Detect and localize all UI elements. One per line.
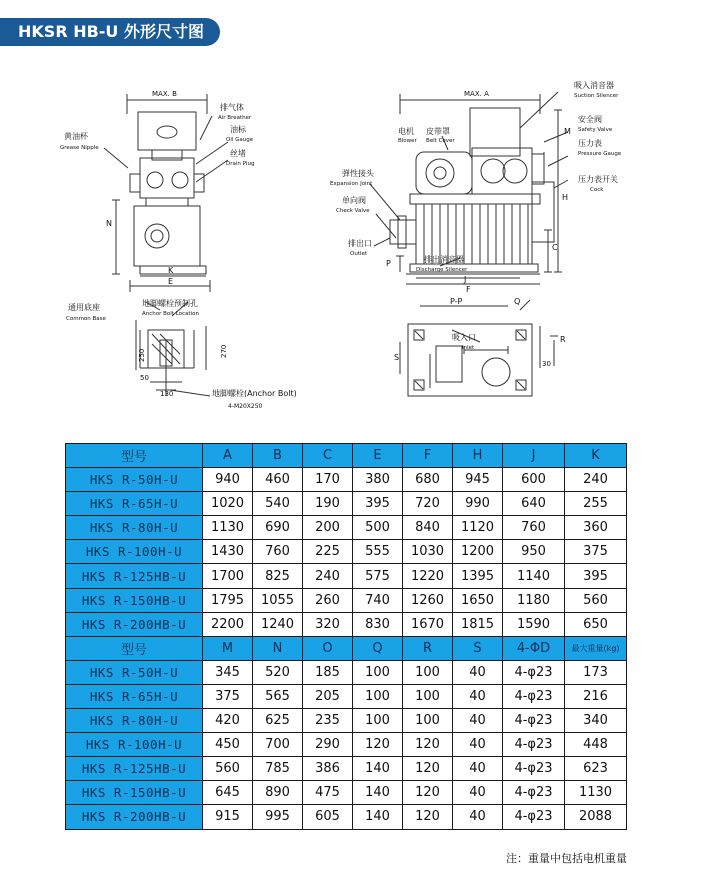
left-blower-body	[140, 158, 194, 198]
label-cock-cn: 压力表开关	[578, 175, 618, 184]
right-suction-silencer	[470, 108, 520, 156]
table-row	[66, 564, 627, 588]
value-cell: 240	[303, 564, 353, 588]
value-cell: 1260	[403, 588, 453, 612]
value-cell: 260	[303, 588, 353, 612]
value-cell: 100	[353, 709, 403, 733]
value-cell: 140	[353, 805, 403, 829]
value-cell: 605	[303, 805, 353, 829]
table-row	[66, 781, 627, 805]
value-cell: 1220	[403, 564, 453, 588]
table-row	[66, 757, 627, 781]
value-cell: 140	[353, 781, 403, 805]
value-cell: 1700	[203, 564, 253, 588]
value-cell: 1120	[453, 516, 503, 540]
label-30: 30	[542, 360, 551, 368]
label-exhaust-en: Air Breather	[218, 115, 252, 121]
label-safety-en: Safety Valve	[578, 127, 613, 133]
value-cell: 225	[303, 540, 353, 564]
value-cell: 1795	[203, 588, 253, 612]
model-cell: HKS R-125HB-U	[66, 564, 203, 588]
header-cell: F	[403, 444, 453, 468]
page-title: HKSR HB-U 外形尺寸图	[18, 22, 204, 41]
value-cell: 4-φ23	[503, 684, 565, 708]
header-model: 型号	[66, 444, 203, 468]
value-cell: 1020	[203, 492, 253, 516]
value-cell: 40	[453, 805, 503, 829]
model-cell: HKS R-100H-U	[66, 540, 203, 564]
model-cell: HKS R-200HB-U	[66, 805, 203, 829]
footnote: 注：重量中包括电机重量	[506, 852, 627, 865]
spec-table	[65, 443, 627, 830]
value-cell: 173	[565, 660, 627, 684]
value-cell: 645	[203, 781, 253, 805]
value-cell: 386	[303, 757, 353, 781]
value-cell: 475	[303, 781, 353, 805]
label-gauge-en: Pressure Gauge	[578, 151, 622, 157]
value-cell: 420	[203, 709, 253, 733]
value-cell: 240	[565, 468, 627, 492]
value-cell: 1395	[453, 564, 503, 588]
label-m: M	[564, 127, 571, 136]
value-cell: 4-φ23	[503, 733, 565, 757]
value-cell: 555	[353, 540, 403, 564]
table-row	[66, 612, 627, 636]
label-grease-cn: 黄油杯	[64, 132, 88, 141]
value-cell: 915	[203, 805, 253, 829]
model-cell: HKS R-125HB-U	[66, 757, 203, 781]
value-cell: 448	[565, 733, 627, 757]
header-model: 型号	[66, 636, 203, 660]
value-cell: 760	[503, 516, 565, 540]
value-cell: 4-φ23	[503, 660, 565, 684]
label-inlet-cn: 吸入口	[452, 333, 476, 342]
left-silencer	[138, 112, 196, 150]
header-cell: E	[353, 444, 403, 468]
table-row	[66, 588, 627, 612]
value-cell: 255	[565, 492, 627, 516]
value-cell: 120	[353, 733, 403, 757]
label-max-b: MAX. B	[152, 90, 177, 98]
value-cell: 1030	[403, 540, 453, 564]
label-safety-cn: 安全阀	[578, 115, 602, 124]
label-discharge-cn: 排出消音器	[424, 255, 464, 264]
value-cell: 375	[203, 684, 253, 708]
table-row	[66, 540, 627, 564]
label-e: E	[168, 277, 174, 286]
label-drain-en: Drain Plug	[226, 161, 255, 167]
value-cell: 560	[565, 588, 627, 612]
value-cell: 560	[203, 757, 253, 781]
value-cell: 1670	[403, 612, 453, 636]
label-belt-en: Belt Cover	[426, 138, 455, 144]
value-cell: 1130	[203, 516, 253, 540]
drawing-svg	[60, 70, 650, 430]
value-cell: 320	[303, 612, 353, 636]
label-p: P	[386, 259, 391, 268]
value-cell: 380	[353, 468, 403, 492]
value-cell: 950	[503, 540, 565, 564]
value-cell: 1140	[503, 564, 565, 588]
label-pp: P-P	[450, 297, 463, 306]
model-cell: HKS R-50H-U	[66, 468, 203, 492]
value-cell: 825	[253, 564, 303, 588]
label-50: 50	[140, 374, 149, 382]
value-cell: 120	[403, 805, 453, 829]
value-cell: 395	[565, 564, 627, 588]
value-cell: 500	[353, 516, 403, 540]
value-cell: 1055	[253, 588, 303, 612]
value-cell: 520	[253, 660, 303, 684]
label-suction-en: Suction Silencer	[574, 93, 619, 99]
value-cell: 1590	[503, 612, 565, 636]
label-grease-en: Grease Nipple	[60, 145, 99, 151]
value-cell: 740	[353, 588, 403, 612]
label-270: 270	[220, 344, 228, 358]
label-r: R	[560, 335, 566, 344]
value-cell: 540	[253, 492, 303, 516]
model-cell: HKS R-80H-U	[66, 516, 203, 540]
value-cell: 830	[353, 612, 403, 636]
model-cell: HKS R-65H-U	[66, 492, 203, 516]
value-cell: 40	[453, 781, 503, 805]
right-motor	[416, 152, 472, 194]
value-cell: 565	[253, 684, 303, 708]
value-cell: 185	[303, 660, 353, 684]
value-cell: 940	[203, 468, 253, 492]
value-cell: 450	[203, 733, 253, 757]
header-cell: A	[203, 444, 253, 468]
value-cell: 460	[253, 468, 303, 492]
model-cell: HKS R-200HB-U	[66, 612, 203, 636]
table-row	[66, 709, 627, 733]
value-cell: 290	[303, 733, 353, 757]
header-cell: N	[253, 636, 303, 660]
value-cell: 100	[403, 660, 453, 684]
model-cell: HKS R-100H-U	[66, 733, 203, 757]
value-cell: 640	[503, 492, 565, 516]
header-cell: R	[403, 636, 453, 660]
value-cell: 890	[253, 781, 303, 805]
value-cell: 200	[303, 516, 353, 540]
value-cell: 375	[565, 540, 627, 564]
value-cell: 945	[453, 468, 503, 492]
label-max-a: MAX. A	[464, 90, 489, 98]
value-cell: 625	[253, 709, 303, 733]
title-banner	[0, 18, 220, 46]
value-cell: 120	[403, 757, 453, 781]
label-anchor-hole-cn: 地脚螺栓预制孔	[142, 299, 198, 308]
value-cell: 1650	[453, 588, 503, 612]
value-cell: 100	[353, 684, 403, 708]
value-cell: 40	[453, 709, 503, 733]
value-cell: 690	[253, 516, 303, 540]
table-row	[66, 733, 627, 757]
value-cell: 1815	[453, 612, 503, 636]
header-cell: K	[565, 444, 627, 468]
label-anchor-bolt: 地脚螺栓(Anchor Bolt)	[212, 389, 297, 398]
label-j: J	[464, 275, 467, 284]
label-cock-en: Cock	[590, 187, 604, 193]
value-cell: 40	[453, 757, 503, 781]
label-250: 250	[138, 348, 146, 362]
value-cell: 1130	[565, 781, 627, 805]
value-cell: 600	[503, 468, 565, 492]
header-cell: C	[303, 444, 353, 468]
value-cell: 700	[253, 733, 303, 757]
value-cell: 4-φ23	[503, 757, 565, 781]
value-cell: 100	[403, 709, 453, 733]
value-cell: 990	[453, 492, 503, 516]
label-belt-cn: 皮带罩	[426, 127, 450, 136]
value-cell: 190	[303, 492, 353, 516]
model-cell: HKS R-80H-U	[66, 709, 203, 733]
label-oil-en: Oil Gauge	[226, 137, 254, 143]
value-cell: 650	[565, 612, 627, 636]
label-anchor-spec: 4-M20X250	[228, 403, 263, 410]
table-row	[66, 516, 627, 540]
value-cell: 4-φ23	[503, 709, 565, 733]
value-cell: 140	[353, 757, 403, 781]
value-cell: 216	[565, 684, 627, 708]
label-drain-cn: 丝堵	[230, 149, 246, 158]
header-cell: B	[253, 444, 303, 468]
value-cell: 205	[303, 684, 353, 708]
value-cell: 1200	[453, 540, 503, 564]
value-cell: 345	[203, 660, 253, 684]
label-q: Q	[514, 297, 521, 306]
label-motor-cn: 电机	[398, 127, 414, 136]
value-cell: 40	[453, 684, 503, 708]
value-cell: 2088	[565, 805, 627, 829]
value-cell: 995	[253, 805, 303, 829]
value-cell: 720	[403, 492, 453, 516]
label-h: H	[562, 193, 569, 202]
outlet-flange	[390, 220, 416, 244]
label-suction-cn: 吸入消音器	[574, 81, 614, 90]
table-row	[66, 660, 627, 684]
value-cell: 100	[353, 660, 403, 684]
label-s: S	[394, 353, 400, 362]
header-cell: M	[203, 636, 253, 660]
label-check-en: Check Valve	[336, 208, 370, 214]
value-cell: 120	[403, 781, 453, 805]
label-n: N	[106, 219, 112, 228]
value-cell: 235	[303, 709, 353, 733]
label-base-en: Common Base	[66, 316, 106, 322]
value-cell: 680	[403, 468, 453, 492]
model-cell: HKS R-150HB-U	[66, 781, 203, 805]
label-discharge-en: Discharge Silencer	[416, 267, 468, 273]
value-cell: 395	[353, 492, 403, 516]
value-cell: 760	[253, 540, 303, 564]
label-motor-en: Blower	[398, 138, 417, 144]
value-cell: 785	[253, 757, 303, 781]
header-cell: J	[503, 444, 565, 468]
value-cell: 840	[403, 516, 453, 540]
label-k: K	[168, 266, 174, 275]
label-f: F	[466, 285, 471, 294]
value-cell: 340	[565, 709, 627, 733]
table-row	[66, 492, 627, 516]
header-cell: 最大重量(kg)	[565, 636, 627, 660]
value-cell: 120	[403, 733, 453, 757]
value-cell: 4-φ23	[503, 805, 565, 829]
dimension-drawing	[60, 70, 650, 430]
value-cell: 40	[453, 733, 503, 757]
header-cell: Q	[353, 636, 403, 660]
model-cell: HKS R-150HB-U	[66, 588, 203, 612]
left-base-tank	[134, 206, 200, 266]
table-row	[66, 468, 627, 492]
header-cell: S	[453, 636, 503, 660]
label-anchor-hole-en: Anchor Bolt Location	[142, 311, 199, 317]
value-cell: 4-φ23	[503, 781, 565, 805]
label-c: C	[552, 243, 558, 252]
table-header-row	[66, 636, 627, 660]
value-cell: 1430	[203, 540, 253, 564]
value-cell: 1180	[503, 588, 565, 612]
label-oil-cn: 油标	[230, 125, 246, 134]
value-cell: 170	[303, 468, 353, 492]
label-inlet-en: Inlet	[462, 345, 475, 351]
label-joint-cn: 弹性接头	[342, 169, 374, 178]
value-cell: 1240	[253, 612, 303, 636]
value-cell: 100	[403, 684, 453, 708]
label-exhaust-cn: 排气体	[220, 103, 244, 112]
value-cell: 575	[353, 564, 403, 588]
label-joint-en: Expansion Joint	[330, 181, 373, 187]
header-cell: H	[453, 444, 503, 468]
label-gauge-cn: 压力表	[578, 139, 602, 148]
label-outlet-en: Outlet	[350, 251, 368, 257]
value-cell: 623	[565, 757, 627, 781]
value-cell: 360	[565, 516, 627, 540]
value-cell: 40	[453, 660, 503, 684]
table-header-row	[66, 444, 627, 468]
value-cell: 2200	[203, 612, 253, 636]
header-cell: O	[303, 636, 353, 660]
table-row	[66, 805, 627, 829]
header-cell: 4-ΦD	[503, 636, 565, 660]
model-cell: HKS R-65H-U	[66, 684, 203, 708]
model-cell: HKS R-50H-U	[66, 660, 203, 684]
table-row	[66, 684, 627, 708]
label-check-cn: 单向阀	[342, 196, 366, 205]
label-base-cn: 通用底座	[68, 303, 100, 312]
inlet-circle	[482, 358, 510, 386]
label-130: 130	[160, 390, 174, 398]
label-outlet-cn: 排出口	[348, 239, 372, 248]
